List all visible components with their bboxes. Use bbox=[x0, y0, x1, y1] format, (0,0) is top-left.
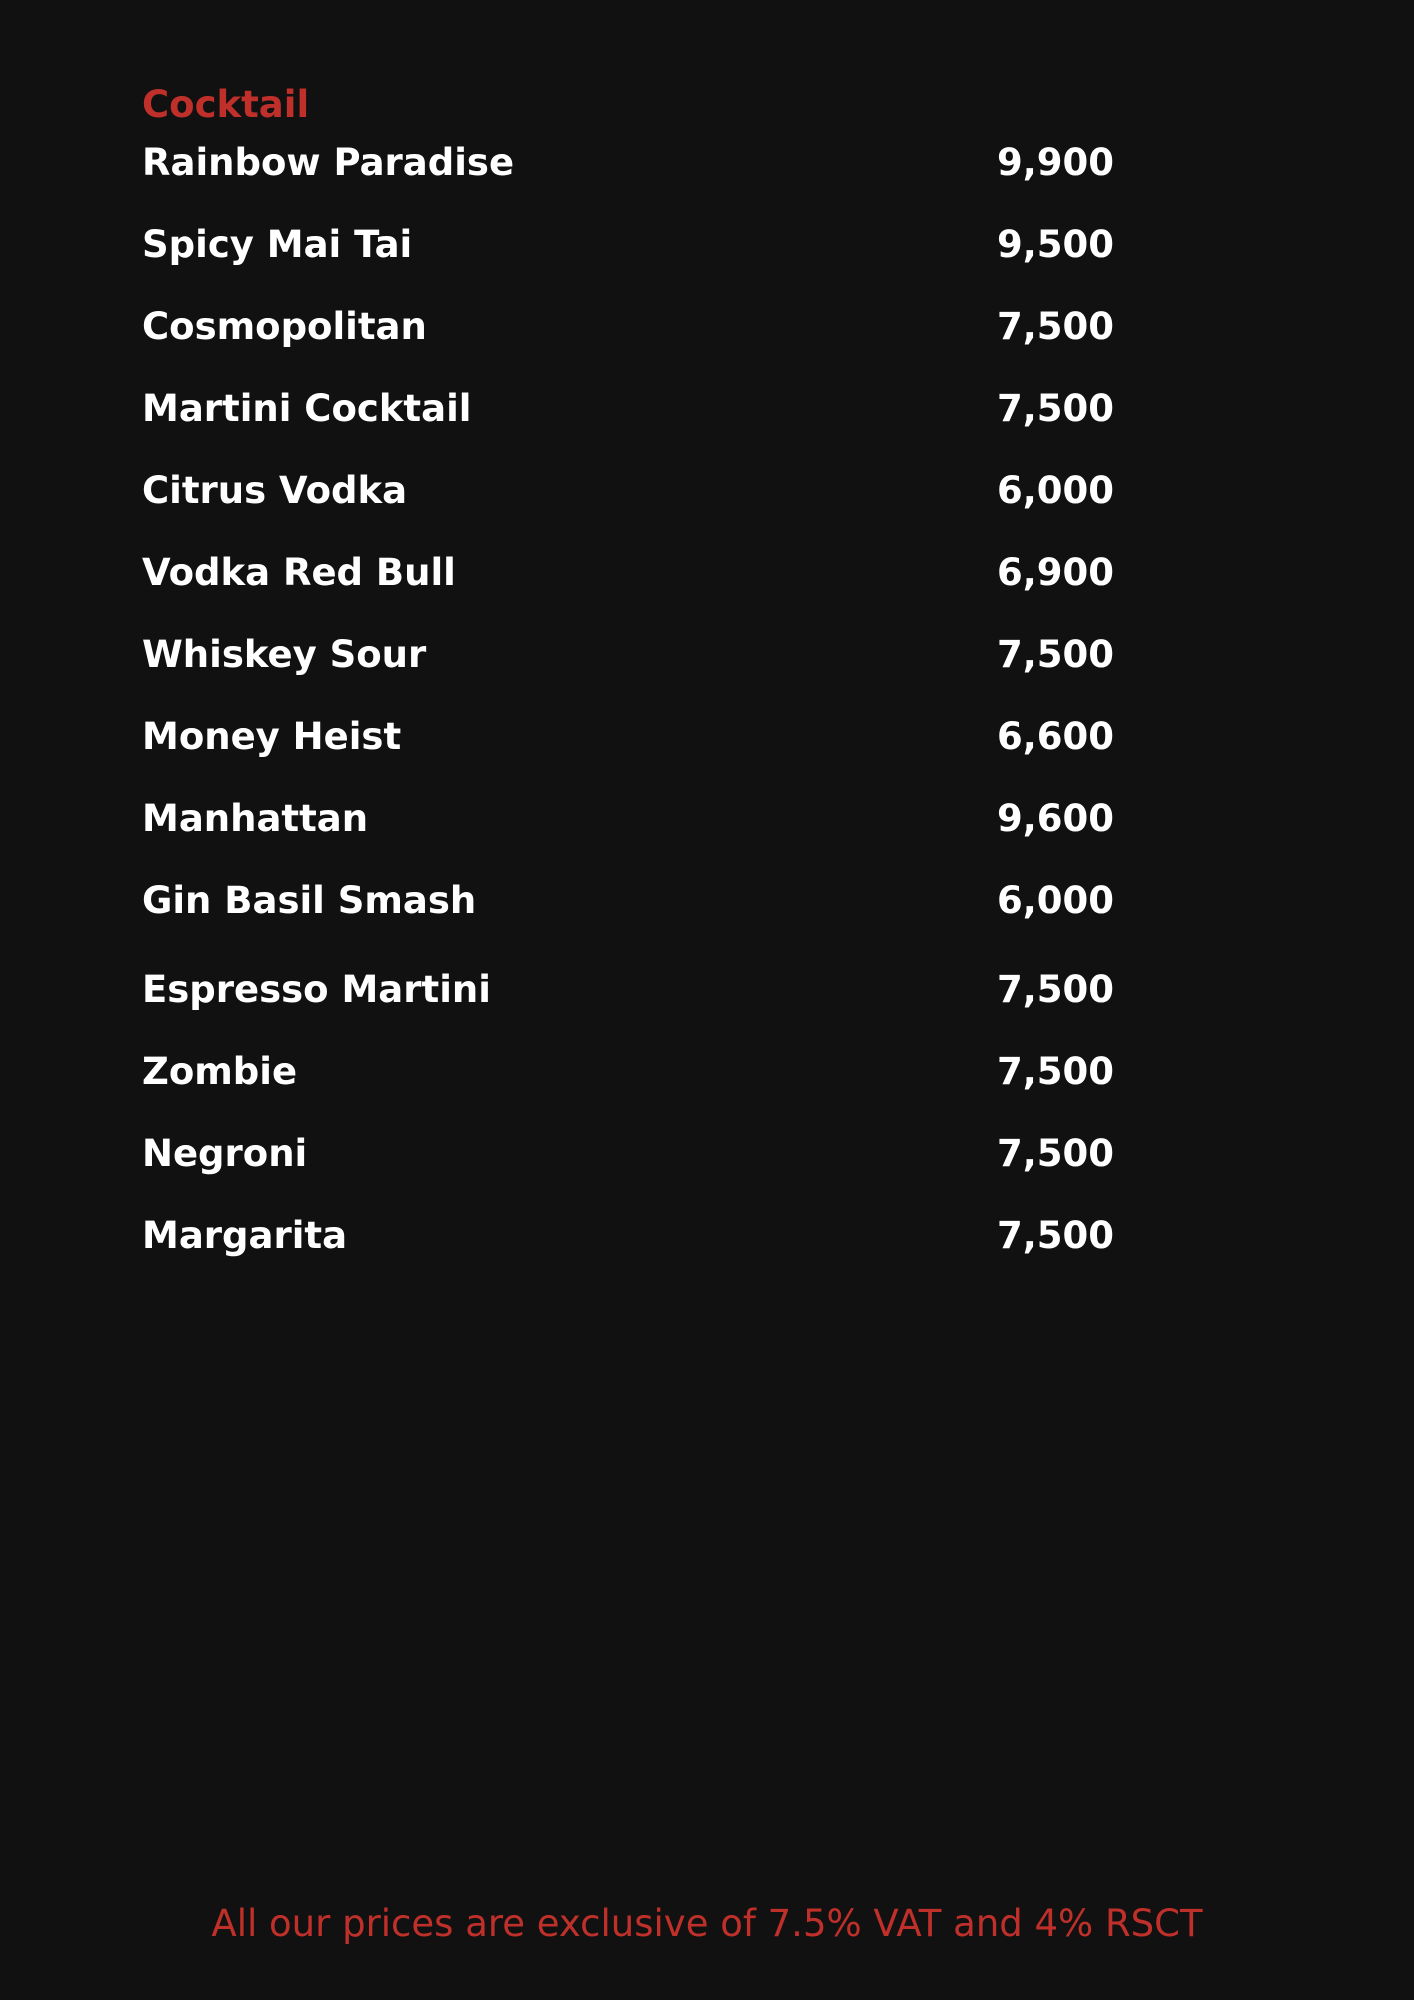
item-price: 9,600 bbox=[996, 797, 1114, 840]
item-price: 7,500 bbox=[996, 1050, 1114, 1093]
item-name: Martini Cocktail bbox=[142, 387, 472, 430]
item-name: Cosmopolitan bbox=[142, 305, 427, 348]
menu-item bbox=[0, 629, 1414, 681]
menu-item bbox=[0, 711, 1414, 763]
menu-item bbox=[0, 964, 1414, 1016]
menu-item bbox=[0, 383, 1414, 435]
item-name: Whiskey Sour bbox=[142, 633, 427, 676]
item-price: 6,900 bbox=[996, 551, 1114, 594]
menu-item bbox=[0, 219, 1414, 271]
item-name: Gin Basil Smash bbox=[142, 879, 477, 922]
item-name: Zombie bbox=[142, 1050, 298, 1093]
item-name: Espresso Martini bbox=[142, 968, 491, 1011]
menu-item bbox=[0, 793, 1414, 845]
item-price: 7,500 bbox=[996, 305, 1114, 348]
menu-item bbox=[0, 1210, 1414, 1262]
item-name: Negroni bbox=[142, 1132, 308, 1175]
tax-disclaimer: All our prices are exclusive of 7.5% VAT and 4% RSCT bbox=[211, 1902, 1203, 1945]
item-price: 7,500 bbox=[996, 1214, 1114, 1257]
item-name: Margarita bbox=[142, 1214, 348, 1257]
menu-item bbox=[0, 465, 1414, 517]
menu-item bbox=[0, 1128, 1414, 1180]
item-name: Rainbow Paradise bbox=[142, 141, 515, 184]
item-price: 7,500 bbox=[996, 1132, 1114, 1175]
item-name: Vodka Red Bull bbox=[142, 551, 456, 594]
menu-item bbox=[0, 547, 1414, 599]
item-name: Manhattan bbox=[142, 797, 369, 840]
item-price: 7,500 bbox=[996, 387, 1114, 430]
menu-item bbox=[0, 301, 1414, 353]
item-name: Citrus Vodka bbox=[142, 469, 408, 512]
menu-item bbox=[0, 875, 1414, 927]
item-price: 7,500 bbox=[996, 633, 1114, 676]
item-price: 9,500 bbox=[996, 223, 1114, 266]
item-price: 6,600 bbox=[996, 715, 1114, 758]
item-name: Money Heist bbox=[142, 715, 402, 758]
item-price: 9,900 bbox=[996, 141, 1114, 184]
menu-item bbox=[0, 1046, 1414, 1098]
item-name: Spicy Mai Tai bbox=[142, 223, 413, 266]
section-title: Cocktail bbox=[142, 83, 310, 126]
item-price: 7,500 bbox=[996, 968, 1114, 1011]
item-price: 6,000 bbox=[996, 469, 1114, 512]
menu-item bbox=[0, 137, 1414, 189]
item-price: 6,000 bbox=[996, 879, 1114, 922]
